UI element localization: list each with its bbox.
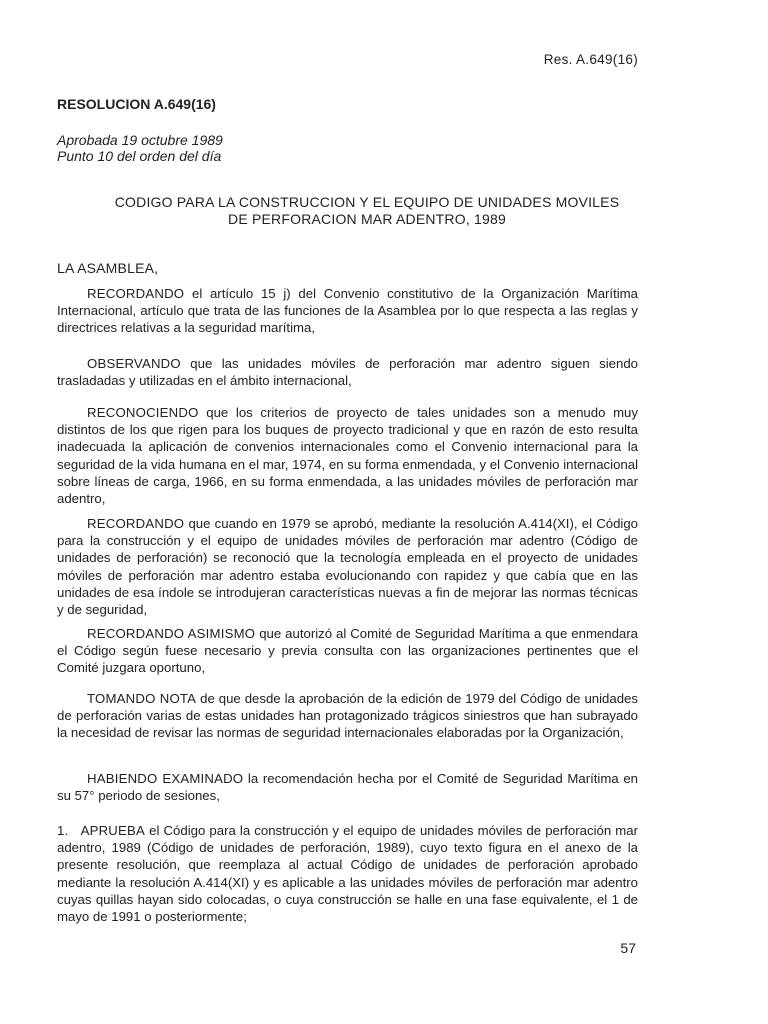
paragraph-lead: HABIENDO EXAMINADO: [87, 771, 244, 786]
paragraph-text: que cuando en 1979 se aprobó, mediante la resolución A.414(XI), el Código para la construcción y el equipo de unidades móviles de perforación mar adentro (Código de unidades de perforación) se reconoció que la tecnología empleada en el proyecto de unidades móviles de perforación mar adentro estaba evolucionando con rapidez y que cabía que en las unidades de esa índole se introdujeran características nuevas a fin de mejorar las normas técnicas y de seguridad,: [57, 516, 638, 618]
paragraph-lead: OBSERVANDO: [87, 356, 181, 371]
paragraph-recordando-asimismo: [57, 625, 638, 677]
paragraph-lead: RECORDANDO: [87, 286, 185, 301]
paragraph-lead: RECORDANDO: [87, 516, 185, 531]
assembly-heading: LA ASAMBLEA,: [57, 260, 159, 276]
paragraph-habiendo-examinado: [57, 770, 638, 804]
paragraph-text: la recomendación hecha por el Comité de Seguridad Marítima en su 57° periodo de sesiones,: [57, 771, 638, 804]
approval-date: Aprobada 19 octubre 1989: [57, 132, 223, 148]
paragraph-text: el artículo 15 j) del Convenio constitutivo de la Organización Marítima Internacional, artículo que trata de las funciones de la Asamblea por lo que respecta a las reglas y directrices relativas a la seguridad marítima,: [57, 286, 638, 336]
paragraph-text: que las unidades móviles de perforación mar adentro siguen siendo trasladadas y utilizadas en el ámbito internacional,: [57, 356, 638, 389]
paragraph-lead: TOMANDO NOTA: [87, 691, 197, 706]
code-title-line-2: DE PERFORACION MAR ADENTRO, 1989: [228, 211, 506, 227]
paragraph-lead: 1. APRUEBA: [57, 823, 146, 838]
paragraph-tomando-nota: [57, 690, 638, 742]
code-title: [57, 194, 677, 228]
page-number: 57: [620, 940, 636, 956]
paragraph-aprueba: [57, 822, 638, 925]
paragraph-text: de que desde la aprobación de la edición de 1979 del Código de unidades de perforación varias de estas unidades han protagonizado trágicos siniestros que han subrayado la necesidad de revisar las normas de seguridad internacionales elaboradas por la Organización,: [57, 691, 638, 741]
paragraph-recordando-2: [57, 515, 638, 618]
paragraph-text: el Código para la construcción y el equipo de unidades móviles de perforación mar adentro, 1989 (Código de unidades de perforación, 1989), cuyo texto figura en el anexo de la presente resolución, que reemplaza al actual Código de unidades de perforación aprobado mediante la resolución A.414(XI) y es aplicable a las unidades móviles de perforación mar adentro cuyas quillas hayan sido colocadas, o cuya construcción se halle en una fase equivalente, el 1 de mayo de 1991 o posteriormente;: [57, 823, 638, 925]
paragraph-lead: RECORDANDO ASIMISMO: [87, 626, 256, 641]
paragraph-observando: [57, 355, 638, 389]
paragraph-recordando-1: [57, 285, 638, 337]
paragraph-lead: RECONOCIENDO: [87, 405, 199, 420]
paragraph-text: que los criterios de proyecto de tales unidades son a menudo muy distintos de los que rigen para los buques de proyecto tradicional y que en razón de esto resulta inadecuada la aplicación de convenios internacionales como el Convenio internacional para la seguridad de la vida humana en el mar, 1974, en su forma enmendada, y el Convenio internacional sobre líneas de carga, 1966, en su forma enmendada, a las unidades móviles de perforación mar adentro,: [57, 405, 638, 507]
resolution-title: RESOLUCION A.649(16): [57, 96, 216, 112]
approval-info: [57, 132, 223, 164]
code-title-line-1: CODIGO PARA LA CONSTRUCCION Y EL EQUIPO DE UNIDADES MOVILES: [114, 194, 620, 210]
paragraph-text: que autorizó al Comité de Seguridad Marítima a que enmendara el Código según fuese necesario y previa consulta con las organizaciones pertinentes que el Comité juzgara oportuno,: [57, 626, 638, 676]
agenda-item: Punto 10 del orden del día: [57, 148, 222, 164]
paragraph-reconociendo: [57, 404, 638, 507]
resolution-reference: Res. A.649(16): [543, 52, 638, 67]
